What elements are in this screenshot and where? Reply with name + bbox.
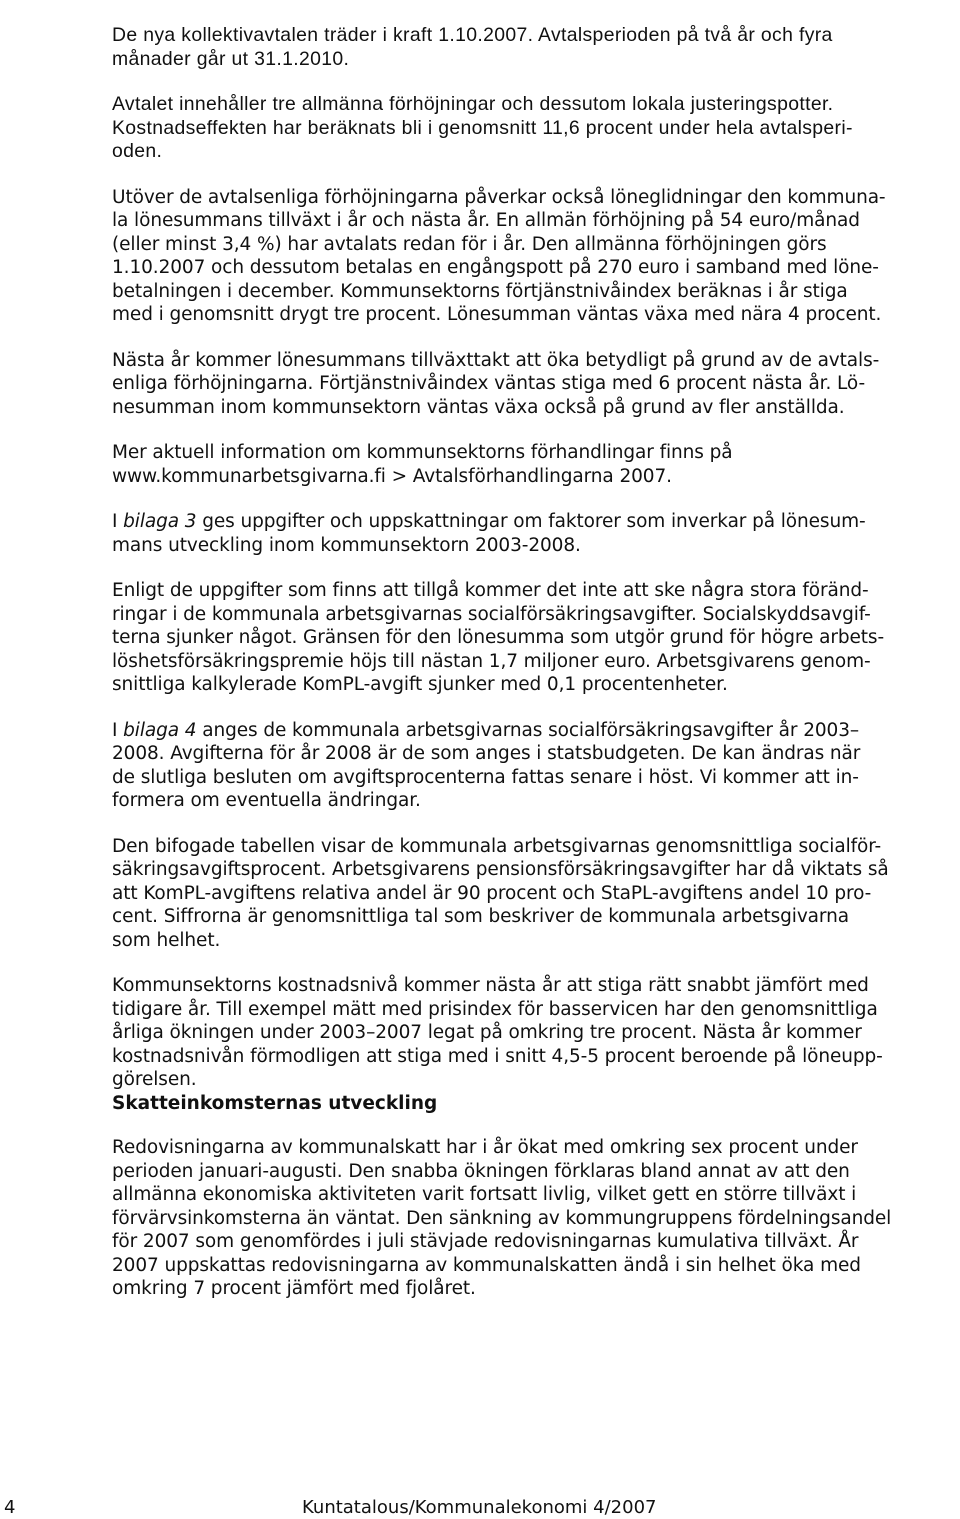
- text-line: för 2007 som genomfördes i juli stävjade redovisningarnas kumulativa tillväxt. År: [112, 1231, 859, 1252]
- section-heading: Skatteinkomsternas utveckling: [112, 1092, 438, 1114]
- website-reference: www.kommunarbetsgivarna.fi > Avtalsförhandlingarna 2007.: [112, 465, 672, 487]
- text-line: 1.10.2007 och dessutom betalas en engångspott på 270 euro i samband med löne-: [112, 257, 879, 278]
- text-line: enliga förhöjningarna. Förtjänstnivåindex väntas stiga med 6 procent nästa år. Lö-: [112, 373, 866, 394]
- text-line: 2007 uppskattas redovisningarna av kommunalskatten ändå i sin helhet öka med: [112, 1254, 861, 1276]
- text-fragment: I: [112, 511, 124, 532]
- paragraph-wage-drift: [112, 186, 960, 327]
- text-line: månader går ut 31.1.2010.: [112, 47, 350, 70]
- text-line: de slutliga besluten om avgiftsprocenterna fattas senare i höst. Vi kommer att in-: [112, 766, 859, 788]
- text-line: säkringsavgiftsprocent. Arbetsgivarens pensionsförsäkringsavgifter har då viktats så: [112, 859, 889, 880]
- text-line: löshetsförsäkringspremie höjs till nästan 1,7 miljoner euro. Arbetsgivarens genom-: [112, 650, 871, 672]
- text-line: nesumman inom kommunsektorn väntas växa också på grund av fler anställda.: [112, 396, 845, 418]
- text-line: med i genomsnitt drygt tre procent. Lönesumman väntas växa med nära 4 procent.: [112, 304, 882, 325]
- text-line: De nya kollektivavtalen träder i kraft 1.10.2007. Avtalsperioden på två år och fyra: [112, 24, 833, 46]
- text-line: Mer aktuell information om kommunsektorns förhandlingar finns på: [112, 442, 733, 463]
- text-line: Redovisningarna av kommunalskatt har i år ökat med omkring sex procent under: [112, 1137, 858, 1158]
- text-fragment: anges de kommunala arbetsgivarnas socialförsäkringsavgifter år 2003–: [196, 719, 860, 741]
- text-line: snittliga kalkylerade KomPL-avgift sjunker med 0,1 procentenheter.: [112, 674, 728, 695]
- text-line: mans utveckling inom kommunsektorn 2003-2008.: [112, 534, 581, 556]
- text-fragment: ges uppgifter och uppskattningar om faktorer som inverkar på lönesum-: [196, 511, 866, 532]
- paragraph-social-insurance: [112, 579, 960, 697]
- text-line: förvärvsinkomsterna än väntat. Den sänkning av kommungruppens fördelningsandel: [112, 1207, 892, 1229]
- text-line: Den bifogade tabellen visar de kommunala arbetsgivarnas genomsnittliga socialför-: [112, 835, 882, 857]
- text-line: Kostnadseffekten har beräknats bli i genomsnitt 11,6 procent under hela avtalsperi-: [112, 116, 853, 139]
- text-line: perioden januari-augusti. Den snabba ökningen förklaras bland annat av att den: [112, 1160, 850, 1182]
- appendix-4-reference: bilaga 4: [123, 719, 197, 741]
- paragraph-attached-table: [112, 835, 960, 953]
- paragraph-appendix-4: [112, 719, 960, 813]
- text-line: omkring 7 procent jämfört med fjolåret.: [112, 1278, 476, 1299]
- text-line: Enligt de uppgifter som finns att tillgå kommer det inte att ske några stora föränd-: [112, 580, 869, 601]
- text-line: cent. Siffrorna är genomsnittliga tal som beskriver de kommunala arbetsgivarna: [112, 906, 849, 927]
- text-line: årliga ökningen under 2003–2007 legat på omkring tre procent. Nästa år kommer: [112, 1022, 862, 1043]
- text-line: allmänna ekonomiska aktiviteten varit fortsatt livlig, vilket gett en större tillväxt i: [112, 1184, 857, 1205]
- paragraph-appendix-3: [112, 510, 960, 557]
- text-line: oden.: [112, 140, 163, 162]
- text-line: Avtalet innehåller tre allmänna förhöjningar och dessutom lokala justeringspotter.: [112, 93, 834, 115]
- text-line: la lönesummans tillväxt i år och nästa år. En allmän förhöjning på 54 euro/månad: [112, 210, 860, 231]
- text-line: kostnadsnivån förmodligen att stiga med i snitt 4,5-5 procent beroende på löneupp-: [112, 1045, 883, 1067]
- text-line: ringar i de kommunala arbetsgivarnas socialförsäkringsavgifter. Socialskyddsavgif-: [112, 603, 871, 625]
- text-line: (eller minst 3,4 %) har avtalats redan för i år. Den allmänna förhöjningen görs: [112, 233, 827, 255]
- text-line: terna sjunker något. Gränsen för den lönesumma som utgör grund för högre arbets-: [112, 627, 885, 648]
- text-line: Kommunsektorns kostnadsnivå kommer nästa år att stiga rätt snabbt jämfört med: [112, 975, 869, 996]
- paragraph-next-year-growth: [112, 349, 960, 420]
- text-line: görelsen.: [112, 1069, 197, 1090]
- paragraph-agreement-period: [112, 24, 960, 71]
- text-line: 2008. Avgifterna för år 2008 är de som anges i statsbudgeten. De kan ändras när: [112, 743, 861, 764]
- paragraph-agreement-content: [112, 93, 960, 164]
- appendix-3-reference: bilaga 3: [123, 511, 197, 532]
- text-line: formera om eventuella ändringar.: [112, 790, 421, 811]
- paragraph-more-info: [112, 441, 960, 488]
- text-line: som helhet.: [112, 929, 221, 951]
- publication-title: Kuntatalous/Kommunalekonomi 4/2007: [302, 1497, 657, 1518]
- text-line: Nästa år kommer lönesummans tillväxttakt att öka betydligt på grund av de avtals-: [112, 349, 880, 371]
- text-fragment: I: [112, 719, 124, 741]
- paragraph-cost-level: [112, 974, 960, 1092]
- text-line: betalningen i december. Kommunsektorns förtjänstnivåindex beräknas i år stiga: [112, 280, 848, 302]
- paragraph-tax-revenue: [112, 1136, 960, 1301]
- page-number: 4: [4, 1497, 16, 1518]
- page-body: [112, 24, 960, 1301]
- text-line: att KomPL-avgiftens relativa andel är 90 procent och StaPL-avgiftens andel 10 pro-: [112, 882, 872, 904]
- text-line: Utöver de avtalsenliga förhöjningarna påverkar också löneglidningar den kommuna-: [112, 186, 886, 208]
- text-line: tidigare år. Till exempel mätt med prisindex för basservicen har den genomsnittliga: [112, 998, 878, 1020]
